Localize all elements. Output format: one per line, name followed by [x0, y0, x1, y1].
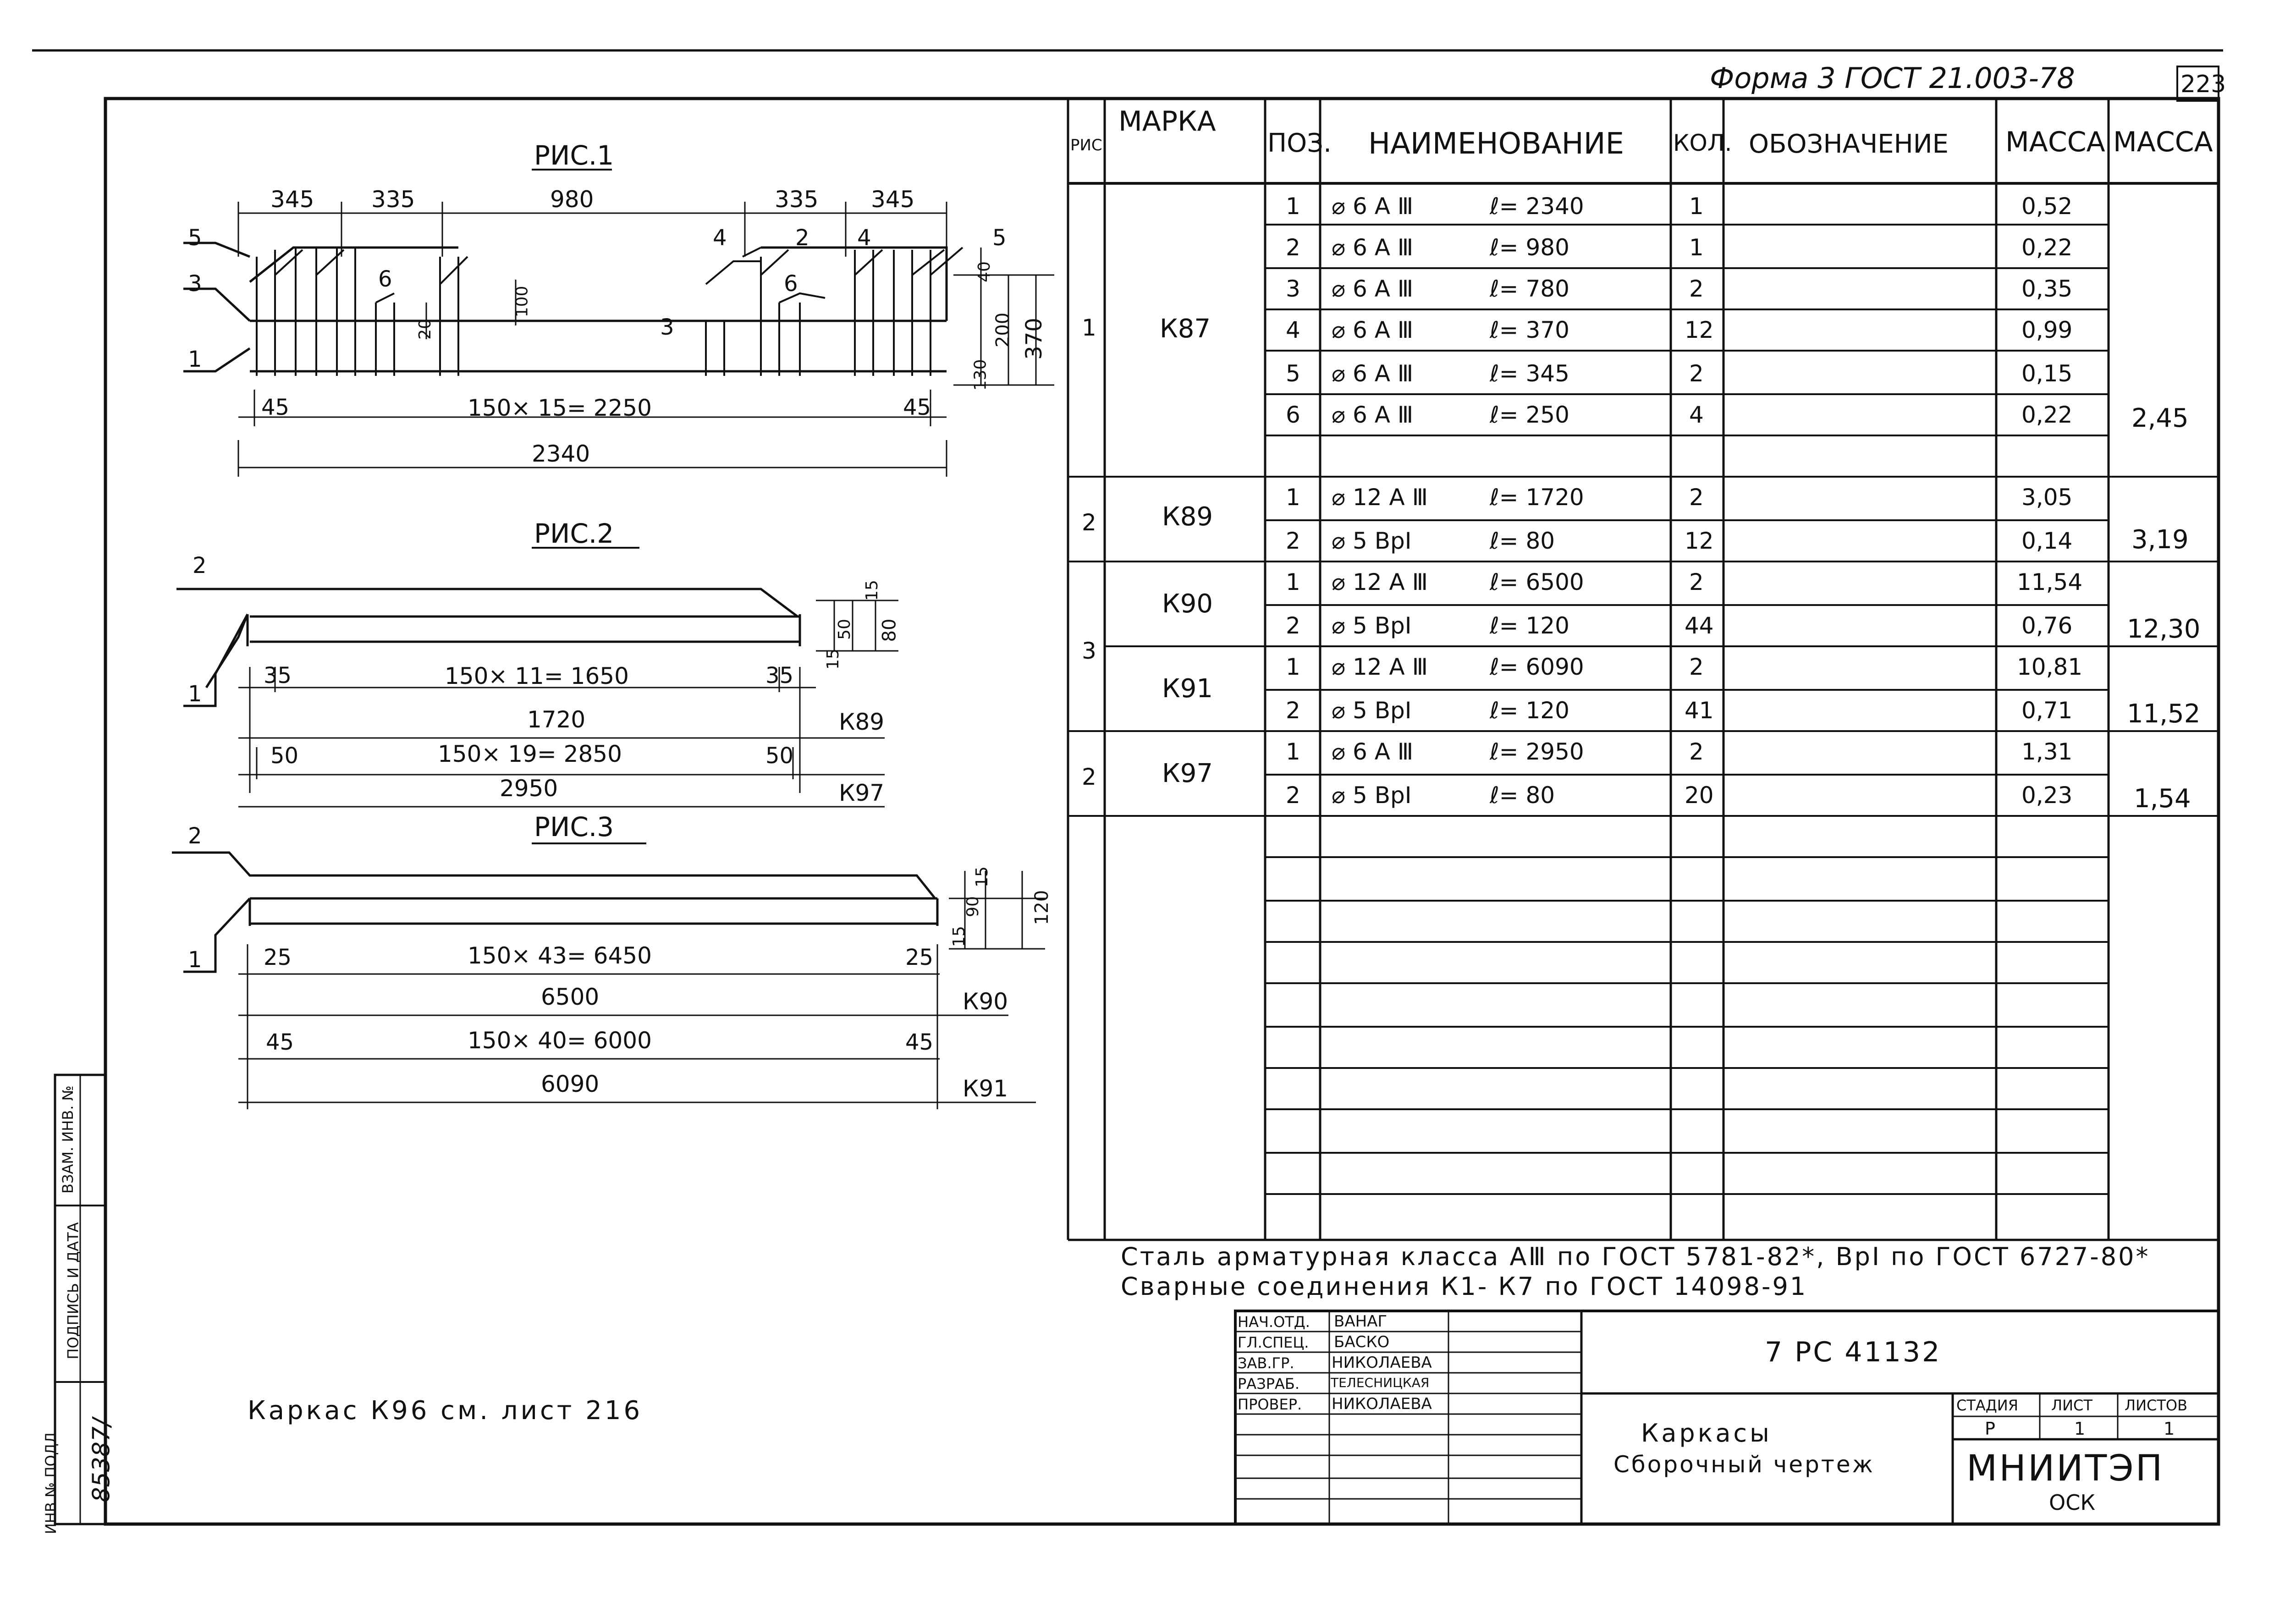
table-header-fig: РИС. [1070, 136, 1107, 154]
fig1-pos-4-right: 4 [857, 225, 871, 251]
note-k96: Каркас К96 см. лист 216 [248, 1396, 643, 1426]
table-row-mass: 3,05 [2021, 484, 2073, 511]
table-row-pos: 1 [1286, 193, 1300, 220]
group-k87-total: 2,45 [2131, 403, 2189, 433]
fig1-pos-2: 2 [795, 225, 809, 251]
sidebar-inv-replace: ВЗАМ. ИНВ. № [59, 1085, 77, 1194]
sheets-header: ЛИСТОВ [2125, 1397, 2188, 1414]
fig3-k90-mid: 150× 43= 6450 [468, 942, 652, 969]
fig2-pos-2: 2 [193, 553, 207, 578]
table-row-mass: 10,81 [2017, 654, 2083, 680]
fig1-dim-345-left: 345 [270, 186, 314, 213]
fig1-dim-370: 370 [1021, 318, 1047, 360]
fig1-dim-total: 2340 [532, 440, 590, 467]
group-k97-fig: 2 [1082, 764, 1096, 790]
sheet-value: 1 [2074, 1419, 2086, 1439]
table-row-length: ℓ= 250 [1490, 402, 1569, 428]
titleblock-name-5: НИКОЛАЕВА [1332, 1395, 1432, 1413]
table-row-pos: 1 [1286, 654, 1300, 680]
table-row-pos: 2 [1286, 612, 1300, 639]
fig2-pos-1: 1 [188, 681, 202, 707]
table-row-length: ℓ= 780 [1490, 275, 1569, 302]
table-row-pos: 4 [1286, 317, 1300, 343]
table-row-name: ⌀ 12 А Ⅲ [1332, 484, 1428, 511]
table-row-length: ℓ= 120 [1490, 697, 1569, 724]
fig1-pos-4-mid: 4 [713, 225, 727, 251]
figure-2-title: РИС.2 [534, 518, 614, 549]
table-row-qty: 2 [1689, 360, 1704, 387]
group-k91-mark: К91 [1162, 674, 1213, 704]
titleblock-name-2: БАСКО [1334, 1333, 1390, 1351]
fig2-dim-15b: 15 [823, 649, 842, 670]
table-row-qty: 1 [1689, 234, 1704, 261]
fig1-dim-20: 20 [415, 319, 435, 340]
table-row-pos: 2 [1286, 782, 1300, 809]
table-row-name: ⌀ 12 А Ⅲ [1332, 569, 1428, 595]
table-row-qty: 2 [1689, 654, 1704, 680]
fig3-k90-right: 25 [905, 945, 934, 970]
fig2-k97-left: 50 [270, 743, 299, 769]
table-row-mass: 0,14 [2021, 528, 2073, 554]
stage-header: СТАДИЯ [1956, 1397, 2018, 1414]
document-code: 7 РС 41132 [1765, 1336, 1942, 1368]
fig2-k97-mid: 150× 19= 2850 [438, 741, 622, 767]
fig1-dim-200: 200 [992, 312, 1014, 348]
table-row-name: ⌀ 6 А Ⅲ [1332, 317, 1414, 343]
group-k89-total: 3,19 [2131, 525, 2189, 555]
table-row-mass: 0,23 [2021, 782, 2073, 809]
table-row-qty: 1 [1689, 193, 1704, 220]
fig1-dim-45-left: 45 [261, 395, 290, 420]
fig1-pos-5-left: 5 [188, 225, 202, 251]
fig3-k91-right: 45 [905, 1029, 934, 1055]
fig3-k90-total: 6500 [541, 984, 600, 1010]
figure-1-title: РИС.1 [534, 140, 614, 171]
fig3-k91-mark: К91 [963, 1075, 1008, 1102]
table-row-length: ℓ= 345 [1490, 360, 1569, 387]
table-row-mass: 0,71 [2021, 697, 2073, 724]
sidebar-inv-original: ИНВ № ПОДЛ. [42, 1427, 60, 1535]
fig3-pos-1: 1 [188, 947, 202, 973]
group-k90-fig: 3 [1082, 638, 1096, 664]
titleblock-role-4: РАЗРАБ. [1238, 1375, 1300, 1393]
sheet-header: ЛИСТ [2051, 1397, 2092, 1414]
table-row-qty: 4 [1689, 402, 1704, 428]
titleblock-role-3: ЗАВ.ГР. [1238, 1354, 1294, 1372]
group-k97-total: 1,54 [2134, 784, 2191, 814]
table-row-mass: 11,54 [2017, 569, 2083, 595]
fig1-dim-inner: 150× 15= 2250 [468, 395, 652, 421]
table-row-name: ⌀ 6 А Ⅲ [1332, 234, 1414, 261]
fig3-k91-total: 6090 [541, 1071, 600, 1097]
sidebar-sign-date: ПОДПИСЬ И ДАТА [64, 1222, 82, 1360]
sheets-value: 1 [2164, 1419, 2175, 1439]
table-row-name: ⌀ 12 А Ⅲ [1332, 654, 1428, 680]
table-row-name: ⌀ 5 ВрⅠ [1332, 612, 1412, 639]
fig3-pos-2: 2 [188, 823, 202, 849]
table-row-length: ℓ= 6500 [1490, 569, 1584, 595]
table-header-designation: ОБОЗНАЧЕНИЕ [1749, 129, 1949, 159]
table-row-qty: 12 [1685, 317, 1714, 343]
table-row-name: ⌀ 6 А Ⅲ [1332, 402, 1414, 428]
table-header-mass-total: МАССА [2113, 126, 2213, 158]
table-row-length: ℓ= 2950 [1490, 738, 1584, 765]
fig2-k97-right: 50 [765, 743, 794, 769]
group-k87-mark: К87 [1160, 314, 1211, 344]
table-row-mass: 0,35 [2021, 275, 2073, 302]
titleblock-role-5: ПРОВЕР. [1238, 1396, 1302, 1413]
table-row-length: ℓ= 6090 [1490, 654, 1584, 680]
organization: МНИИТЭП [1966, 1448, 2164, 1489]
table-row-length: ℓ= 80 [1490, 528, 1555, 554]
table-row-length: ℓ= 370 [1490, 317, 1569, 343]
table-row-pos: 3 [1286, 275, 1300, 302]
fig1-pos-3-left: 3 [188, 271, 202, 297]
fig1-pos-6-left: 6 [378, 266, 392, 292]
fig2-k89-left: 35 [264, 663, 292, 688]
table-row-pos: 6 [1286, 402, 1300, 428]
fig1-dim-130: 130 [971, 359, 990, 391]
table-row-name: ⌀ 6 А Ⅲ [1332, 193, 1414, 220]
document-title: Каркасы [1641, 1419, 1772, 1448]
group-k90-mark: К90 [1162, 589, 1213, 619]
fig2-dim-50: 50 [835, 619, 854, 640]
fig3-k91-mid: 150× 40= 6000 [468, 1027, 652, 1054]
table-row-qty: 20 [1685, 782, 1714, 809]
fig2-k97-mark: К97 [839, 780, 885, 806]
titleblock-name-3: НИКОЛАЕВА [1332, 1354, 1432, 1372]
group-k97-mark: К97 [1162, 759, 1213, 788]
titleblock-name-1: ВАНАГ [1334, 1312, 1388, 1331]
form-reference: Форма 3 ГОСТ 21.003-78 [1710, 61, 2075, 95]
table-header-mark: МАРКА [1118, 105, 1216, 138]
table-row-pos: 2 [1286, 697, 1300, 724]
table-header-name: НАИМЕНОВАНИЕ [1368, 127, 1624, 161]
fig2-k89-mark: К89 [839, 709, 885, 735]
table-row-name: ⌀ 6 А Ⅲ [1332, 738, 1414, 765]
table-row-mass: 0,22 [2021, 234, 2073, 261]
group-k89-fig: 2 [1082, 509, 1096, 536]
titleblock-role-2: ГЛ.СПЕЦ. [1238, 1334, 1309, 1351]
group-k89-mark: К89 [1162, 502, 1213, 532]
table-row-qty: 2 [1689, 738, 1704, 765]
table-row-mass: 0,52 [2021, 193, 2073, 220]
group-k90-total: 12,30 [2127, 614, 2201, 644]
table-row-qty: 2 [1689, 569, 1704, 595]
fig3-k90-left: 25 [264, 945, 292, 970]
stage-value: Р [1985, 1419, 1995, 1439]
table-row-pos: 2 [1286, 528, 1300, 554]
table-row-qty: 41 [1685, 697, 1714, 724]
table-row-name: ⌀ 5 ВрⅠ [1332, 528, 1412, 554]
table-row-mass: 0,99 [2021, 317, 2073, 343]
group-k87-fig: 1 [1082, 314, 1096, 341]
fig2-k89-mid: 150× 11= 1650 [445, 663, 629, 689]
fig1-pos-3-mid: 3 [660, 314, 674, 340]
table-row-mass: 1,31 [2021, 738, 2073, 765]
page-number: 223 [2180, 71, 2226, 98]
table-row-length: ℓ= 120 [1490, 612, 1569, 639]
fig3-dim-15b: 15 [949, 926, 969, 947]
table-header-qty: КОЛ. [1673, 130, 1732, 156]
table-row-qty: 12 [1685, 528, 1714, 554]
fig3-dim-15: 15 [972, 866, 991, 887]
table-row-mass: 0,76 [2021, 612, 2073, 639]
sidebar-inv-number: 85387/ [88, 1418, 116, 1503]
fig1-dim-335-left: 335 [371, 186, 415, 213]
fig1-dim-980: 980 [550, 186, 594, 213]
fig1-dim-345-right: 345 [871, 186, 915, 213]
table-row-qty: 2 [1689, 484, 1704, 511]
table-row-qty: 2 [1689, 275, 1704, 302]
fig1-dim-335-right: 335 [775, 186, 819, 213]
table-header-pos: ПОЗ. [1267, 128, 1332, 158]
fig1-dim-40: 40 [975, 261, 994, 282]
table-row-pos: 1 [1286, 738, 1300, 765]
table-row-pos: 2 [1286, 234, 1300, 261]
fig2-k97-total: 2950 [500, 775, 558, 802]
table-row-length: ℓ= 80 [1490, 782, 1555, 809]
fig1-pos-5-right: 5 [992, 225, 1007, 251]
fig1-pos-6-right: 6 [784, 271, 798, 297]
table-row-name: ⌀ 6 А Ⅲ [1332, 275, 1414, 302]
table-row-qty: 44 [1685, 612, 1714, 639]
department: ОСК [2049, 1490, 2095, 1515]
titleblock-role-1: НАЧ.ОТД. [1238, 1313, 1310, 1331]
table-row-pos: 1 [1286, 569, 1300, 595]
table-row-length: ℓ= 1720 [1490, 484, 1584, 511]
fig2-dim-15: 15 [862, 580, 881, 601]
table-row-length: ℓ= 980 [1490, 234, 1569, 261]
document-subtitle: Сборочный чертеж [1613, 1451, 1875, 1478]
fig2-k89-right: 35 [765, 663, 794, 688]
fig3-dim-90: 90 [963, 896, 982, 917]
table-row-mass: 0,15 [2021, 360, 2073, 387]
titleblock-name-4: ТЕЛЕСНИЦКАЯ [1331, 1375, 1430, 1390]
table-row-pos: 1 [1286, 484, 1300, 511]
table-row-length: ℓ= 2340 [1490, 193, 1584, 220]
note-steel: Сталь арматурная класса АⅢ по ГОСТ 5781-82*, ВрⅠ по ГОСТ 6727-80* [1121, 1242, 2150, 1271]
fig3-k90-mark: К90 [963, 988, 1008, 1015]
fig1-pos-1: 1 [188, 347, 202, 372]
note-welds: Сварные соединения К1- К7 по ГОСТ 14098-91 [1121, 1272, 1808, 1301]
fig1-dim-45-right: 45 [903, 395, 931, 420]
fig1-dim-100: 100 [512, 286, 532, 318]
fig2-dim-80: 80 [879, 618, 900, 642]
table-row-name: ⌀ 5 ВрⅠ [1332, 782, 1412, 809]
fig3-k91-left: 45 [266, 1029, 294, 1055]
group-k91-total: 11,52 [2127, 699, 2201, 729]
table-row-pos: 5 [1286, 360, 1300, 387]
table-header-mass-unit: МАССА [2005, 126, 2105, 158]
table-row-name: ⌀ 5 ВрⅠ [1332, 697, 1412, 724]
fig2-k89-total: 1720 [527, 706, 586, 733]
figure-3-title: РИС.3 [534, 811, 614, 842]
fig3-dim-120: 120 [1031, 890, 1053, 925]
table-row-name: ⌀ 6 А Ⅲ [1332, 360, 1414, 387]
table-row-mass: 0,22 [2021, 402, 2073, 428]
